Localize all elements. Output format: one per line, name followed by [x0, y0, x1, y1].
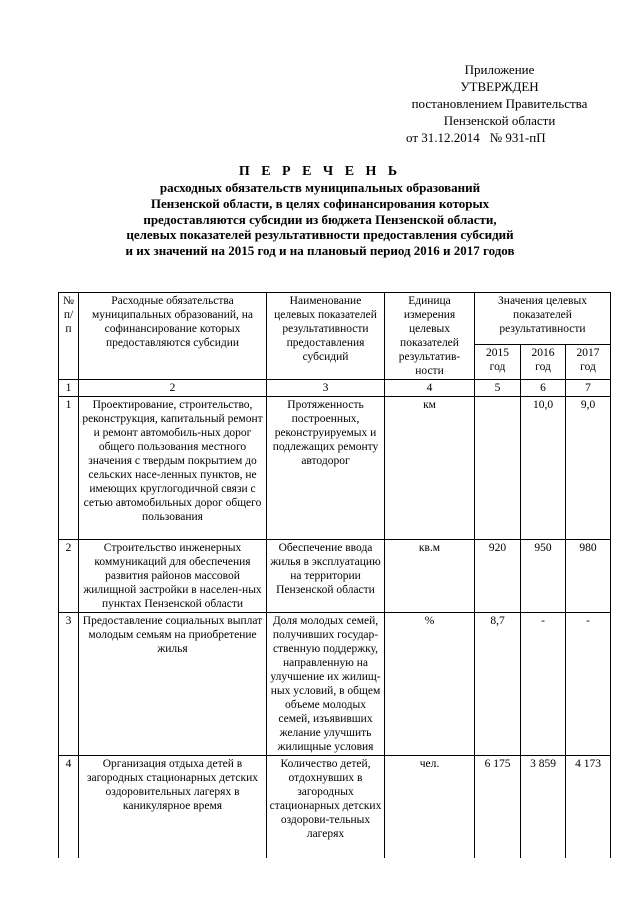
header-unit: Единица измерения целевых показателей результатив-ности [385, 293, 475, 380]
row-obligation: Строительство инженерных коммуникаций для обеспечения развития районов массовой жилищной застройки в населен-ных пунктах Пензенской области [79, 540, 267, 613]
approval-number: № 931-пП [489, 130, 546, 145]
row-value-2015: 8,7 [475, 613, 521, 756]
row-num: 1 [59, 397, 79, 540]
header-year-2017: 2017 год [566, 344, 611, 380]
header-year-2016: 2016 год [521, 344, 566, 380]
approval-block [392, 61, 607, 146]
row-indicator: Доля молодых семей, получивших государ-ственную поддержку, направленную на улучшение их жилищ-ных условий, в общем объеме молодых семей, изъявивших желание улучшить жилищные условия [267, 613, 385, 756]
row-indicator: Протяженность построенных, реконструируемых и подлежащих ремонту автодорог [267, 397, 385, 540]
row-value-2017: 4 173 [566, 756, 611, 859]
row-value-2017: - [566, 613, 611, 756]
table-row [59, 540, 611, 613]
header-values: Значения целевых показателей результативности [475, 293, 611, 345]
row-value-2016: - [521, 613, 566, 756]
approved-by-line2: Пензенской области [443, 113, 556, 128]
column-number: 7 [566, 380, 611, 397]
row-value-2015: 920 [475, 540, 521, 613]
row-unit: % [385, 613, 475, 756]
row-obligation: Организация отдыха детей в загородных стационарных детских оздоровительных лагерях в каникулярное время [79, 756, 267, 859]
approved-label: УТВЕРЖДЕН [460, 79, 539, 94]
column-number-row [59, 380, 611, 397]
subtitle-line: Пензенской области, в целях софинансирования которых [150, 195, 490, 211]
row-num: 3 [59, 613, 79, 756]
document-subtitle [70, 180, 570, 259]
subtitle-line: целевых показателей результативности предоставления субсидий [126, 227, 514, 243]
header-obligations: Расходные обязательства муниципальных образований, на софинансирование которых предоставляются субсидии [79, 293, 267, 380]
column-number: 2 [79, 380, 267, 397]
header-year-2015: 2015 год [475, 344, 521, 380]
row-num: 2 [59, 540, 79, 613]
column-number: 6 [521, 380, 566, 397]
approved-by-line1: постановлением Правительства [411, 96, 588, 111]
appendix-label: Приложение [464, 62, 535, 77]
row-unit: км [385, 397, 475, 540]
column-number: 3 [267, 380, 385, 397]
header-row [59, 293, 611, 345]
approval-date: от 31.12.2014 [406, 130, 480, 145]
approval-date-line [392, 129, 607, 146]
row-value-2017: 980 [566, 540, 611, 613]
column-number: 5 [475, 380, 521, 397]
table-row [59, 613, 611, 756]
header-indicator: Наименование целевых показателей результативности предоставления субсидий [267, 293, 385, 380]
subtitle-line: расходных обязательств муниципальных образований [159, 180, 481, 195]
subtitle-line: предоставляются субсидии из бюджета Пензенской области, [143, 211, 497, 227]
row-unit: кв.м [385, 540, 475, 613]
row-value-2016: 10,0 [521, 397, 566, 540]
column-number: 4 [385, 380, 475, 397]
row-value-2016: 950 [521, 540, 566, 613]
row-num: 4 [59, 756, 79, 859]
row-unit: чел. [385, 756, 475, 859]
row-obligation: Предоставление социальных выплат молодым семьям на приобретение жилья [79, 613, 267, 756]
row-indicator: Обеспечение ввода жилья в эксплуатацию на территории Пензенской области [267, 540, 385, 613]
row-value-2016: 3 859 [521, 756, 566, 859]
header-num: № п/п [59, 293, 79, 380]
table-row [59, 756, 611, 859]
obligations-table [58, 292, 611, 858]
subtitle-line: и их значений на 2015 год и на плановый период 2016 и 2017 годов [125, 243, 515, 259]
row-value-2015: 6 175 [475, 756, 521, 859]
row-value-2015 [475, 397, 521, 540]
table-row [59, 397, 611, 540]
document-title: П Е Р Е Ч Е Н Ь [238, 164, 402, 179]
row-obligation: Проектирование, строительство, реконструкция, капитальный ремонт и ремонт автомобиль-ных дорог общего пользования местного значения с твердым покрытием до сельских насе-ленных пунктов, не имеющих круглогодичной связи с сетью автомобильных дорог общего пользования [79, 397, 267, 540]
column-number: 1 [59, 380, 79, 397]
row-value-2017: 9,0 [566, 397, 611, 540]
row-indicator: Количество детей, отдохнувших в загородных стационарных детских оздорови-тельных лагерях [267, 756, 385, 859]
